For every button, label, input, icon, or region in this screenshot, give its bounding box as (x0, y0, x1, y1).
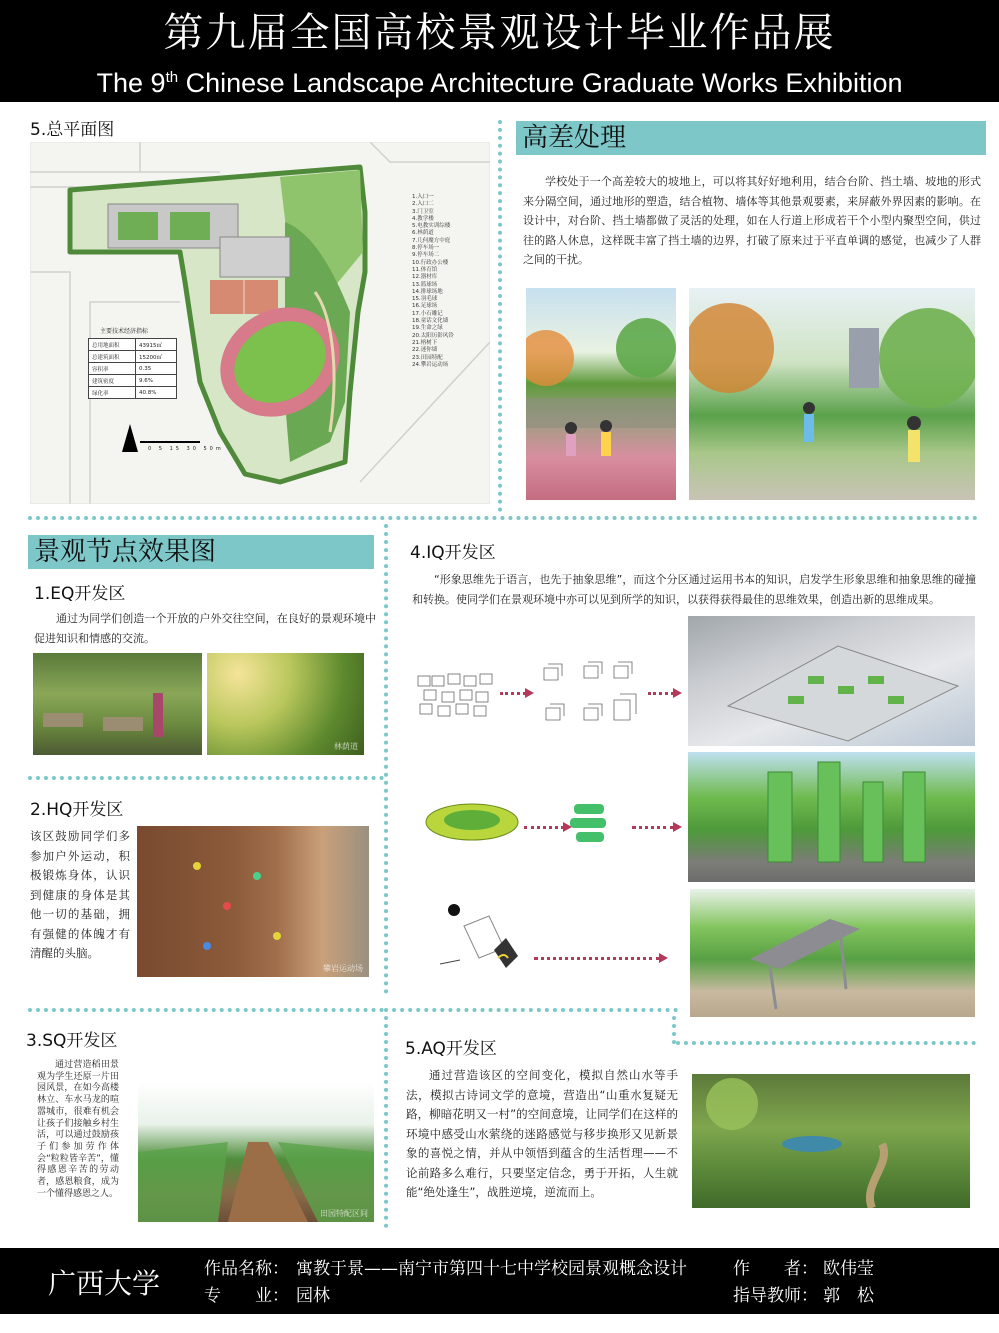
tech-table-row (89, 339, 177, 351)
scale-labels (148, 446, 224, 452)
hq-photo (137, 826, 369, 977)
advisor-value: 郭 松 (823, 1286, 874, 1306)
aq-photo (692, 1074, 970, 1208)
iq-render-1-sketch (688, 616, 975, 746)
iq-render-3 (690, 889, 975, 1017)
legend-item: 12.器材库 (412, 274, 438, 281)
hq-photo-sketch (137, 826, 369, 977)
legend-item: 13.篮球场 (412, 281, 438, 288)
title-chinese: 第九届全国高校景观设计毕业作品展 (163, 10, 836, 56)
advisor-label: 指导教师： (733, 1286, 818, 1306)
legend-item: 23.田园特配 (412, 354, 443, 361)
scale-label: 30 (186, 446, 204, 452)
sq-text: 通过营造稻田景观为学生还原一片田园风景，在如今高楼林立、车水马龙的喧嚣城市，很难有机会让孩子们接触乡村生活，可以通过鼓励孩子们参加劳作体会“粒粒皆辛苦”，懂得感恩辛苦的劳动者，感恩粮食，成为一个懂得感恩之人。 (37, 1060, 119, 1199)
legend-item: 8.停车场一 (412, 245, 440, 252)
tech-table-row (89, 363, 177, 375)
work-label: 作品名称： (204, 1259, 289, 1279)
tech-table (88, 338, 177, 399)
eq-text: 通过为同学们创造一个开放的户外交往空间，在良好的景观环境中促进知识和情感的交流。 (34, 612, 376, 645)
iq-cube-diagram (414, 660, 684, 740)
eq-photo-1-sketch (33, 653, 202, 755)
legend-item: 3.门卫室 (412, 208, 434, 215)
legend-item: 11.体育馆 (412, 266, 438, 273)
school-name: 广西大学 (48, 1267, 161, 1300)
legend-item: 5.电教实训综楼 (412, 223, 451, 230)
nodes-heading: 景观节点效果图 (28, 535, 374, 569)
legend-item: 7.几何魔方中庭 (412, 237, 451, 244)
tech-table-cell: 总用地面积 (89, 339, 136, 351)
title-english: The 9th Chinese Landscape Architecture Graduate Works Exhibition (96, 68, 903, 98)
legend-item: 10.行政办公楼 (412, 259, 449, 266)
divider-top (498, 120, 502, 512)
height-photo-2 (689, 288, 975, 500)
exhibition-header (0, 0, 999, 102)
work-name: 寓教于景——南宁市第四十七中学校园景观概念设计 (296, 1259, 687, 1279)
iq-render-2 (688, 752, 975, 882)
major-value: 园林 (296, 1286, 330, 1306)
iq-render-3-sketch (690, 889, 975, 1017)
legend-item: 17.小石雕记 (412, 310, 443, 317)
author-label: 作 者： (733, 1259, 818, 1279)
height-photo-2-sketch (689, 288, 975, 500)
height-photo-1 (526, 288, 676, 500)
iq-arrow-2 (648, 692, 674, 695)
hq-text: 该区鼓励同学们多参加户外运动，积极锻炼身体，认识到健康的身体是其他一切的基础，拥有强健的体魄才有清醒的头脑。 (30, 829, 130, 960)
iq-text: “形象思维先于语言，也先于抽象思维”，而这个分区通过运用书本的知识，启发学生形象思维和抽象思维的碰撞和转换。使同学们在景观环境中亦可以见到所学的知识，以获得获得最佳的思维效果，创造出新的思维成果。 (412, 573, 976, 606)
divider-center (384, 524, 388, 994)
tech-table-cell: 0.35 (136, 363, 177, 375)
tech-table-cell: 9.6% (136, 375, 177, 387)
hq-watermark: 攀岩运动场 (323, 964, 363, 973)
iq-arrow-3 (524, 826, 564, 829)
divider-eq-hq (28, 776, 384, 780)
master-plan (30, 142, 490, 504)
divider-hq-sq (28, 1008, 384, 1012)
legend-item: 9.停车场二 (412, 252, 440, 259)
divider-iq-aq-step (672, 1016, 676, 1044)
divider-iq-aq-left (384, 1008, 678, 1012)
legend-item: 15.羽毛球 (412, 296, 438, 303)
iq-render-2-sketch (688, 752, 975, 882)
scale-label: 15 (169, 446, 187, 452)
scale-label: 50m (203, 446, 224, 452)
legend-item: 1.入口一 (412, 194, 434, 200)
iq-sundial-diagram (434, 900, 524, 980)
plan-heading: 5.总平面图 (30, 120, 115, 140)
height-photo-1-sketch (526, 288, 676, 500)
legend-item: 6.林荫道 (412, 230, 434, 237)
tech-table-cell: 总建筑面积 (89, 351, 136, 363)
legend-item: 4.教学楼 (412, 215, 434, 222)
plan-legend (412, 194, 454, 369)
legend-item: 20.太阳历影风铃 (412, 332, 454, 339)
iq-leaf-diagram (424, 790, 654, 850)
aq-heading: 5.AQ开发区 (405, 1039, 497, 1059)
divider-mid (28, 516, 978, 520)
eq-watermark: 林荫道 (334, 742, 358, 751)
height-heading: 高差处理 (516, 121, 986, 155)
iq-render-1 (688, 616, 975, 746)
major-label: 专 业： (204, 1286, 289, 1306)
tech-table-cell: 绿化率 (89, 387, 136, 399)
legend-item: 18.童话文化墙 (412, 318, 449, 325)
author-value: 欧伟莹 (823, 1259, 874, 1279)
scale-label: 5 (158, 446, 170, 452)
legend-item: 19.生命之绿 (412, 325, 443, 332)
divider-bottom (384, 1016, 388, 1228)
tech-table-row (89, 375, 177, 387)
tech-table-row (89, 387, 177, 399)
scale-label: 0 (148, 446, 159, 452)
tech-table-cell: 容积率 (89, 363, 136, 375)
tech-table-cell: 建筑密度 (89, 375, 136, 387)
eq-photo-1 (33, 653, 202, 755)
iq-heading: 4.IQ开发区 (410, 543, 496, 563)
footer-margin (0, 1314, 999, 1333)
tech-table-cell: 15200㎡ (136, 351, 177, 363)
eq-photo-2 (207, 653, 364, 755)
eq-heading: 1.EQ开发区 (34, 584, 126, 604)
tech-table-cell: 43915㎡ (136, 339, 177, 351)
aq-photo-sketch (692, 1074, 970, 1208)
iq-arrow-1 (500, 692, 526, 695)
divider-iq-aq-right (676, 1041, 976, 1045)
footer-band (0, 1248, 999, 1314)
sq-heading: 3.SQ开发区 (26, 1031, 118, 1051)
legend-item: 16.足球场 (412, 303, 438, 310)
sq-photo (138, 1082, 374, 1222)
tech-table-cell: 40.8% (136, 387, 177, 399)
iq-arrow-4 (632, 826, 674, 829)
hq-heading: 2.HQ开发区 (30, 800, 124, 820)
tech-table-row (89, 351, 177, 363)
tech-table-title: 主要技术经济指标 (100, 328, 149, 335)
legend-item: 21.榕树下 (412, 339, 438, 346)
legend-item: 2.入口二 (412, 201, 434, 208)
legend-item: 14.排球场地 (412, 288, 443, 295)
legend-item: 24.攀岩运动场 (412, 361, 449, 368)
aq-text: 通过营造该区的空间变化，模拟自然山水等手法，模拟古诗词文学的意境，营造出“山重水复疑无路，柳暗花明又一村”的空间意境，让同学们在这样的环境中感受山水萦绕的迷路感觉与移步换形又见新景象的喜悦之情，并从中领悟到蕴含的生活哲理——不论前路多么难行，只要坚定信念，勇于开拓，人生就能“绝处逢生”，战胜逆境，逆流而上。 (406, 1068, 678, 1199)
sq-watermark: 田园特配区间 (320, 1209, 368, 1218)
legend-item: 22.迷你墙 (412, 347, 438, 354)
height-text: 学校处于一个高差较大的坡地上，可以将其好好地利用，结合台阶、挡土墙、坡地的形式来分隔空间，通过地形的塑造，结合植物、墙体等其他景观要素，来屏蔽外界因素的影响。在设计中，对台阶、挡土墙都做了灵活的处理，如在人行道上形成若干个小型内聚型空间，供过往的路人休息，这样既丰富了挡土墙的边界，打破了原来过于平直单调的感觉，也减少了人群之间的干扰。 (523, 175, 981, 266)
sq-photo-sketch (138, 1082, 374, 1222)
iq-arrow-5 (534, 957, 660, 960)
